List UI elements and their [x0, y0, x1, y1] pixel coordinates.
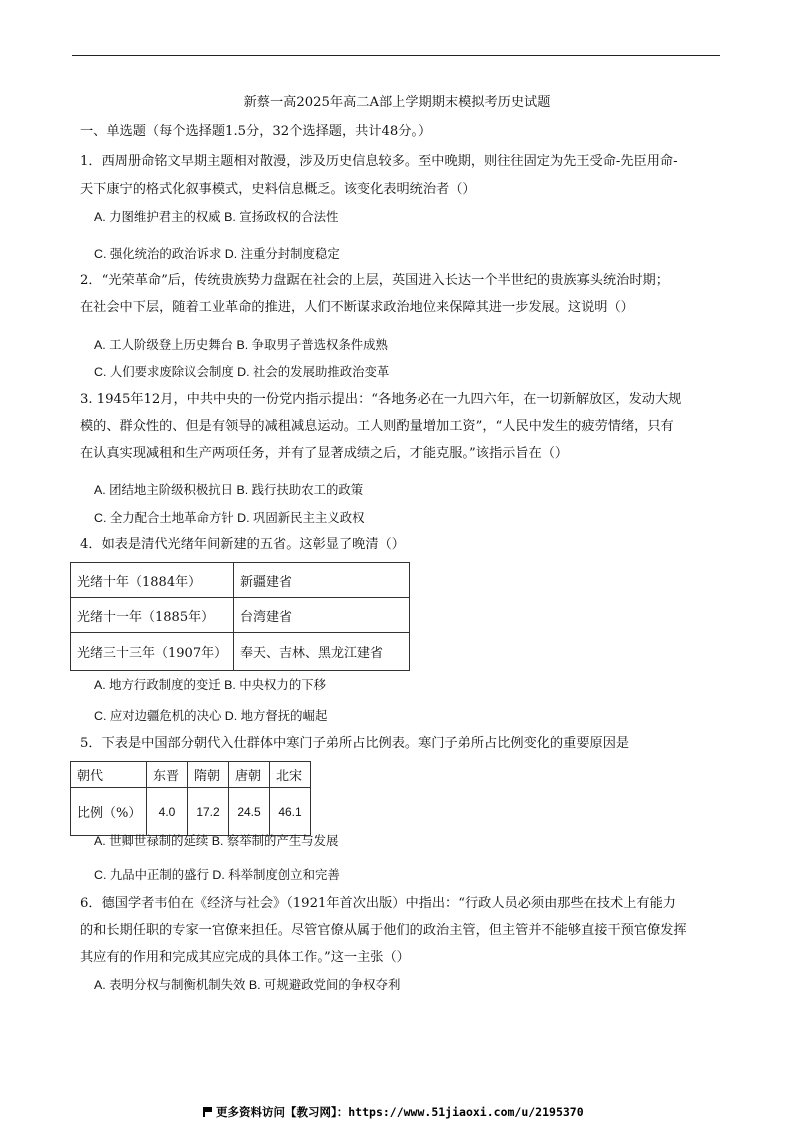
table-cell: 光绪十一年（1885年）	[71, 598, 234, 633]
q5-ratio-table	[70, 761, 311, 836]
table-row	[71, 788, 311, 836]
footer-text: 更多资料访问【教习网】：https://www.51jiaoxi.com/u/2195370	[216, 1105, 584, 1119]
table-cell: 光绪三十三年（1907年）	[71, 633, 234, 671]
table-row	[71, 633, 410, 671]
table-cell: 4.0	[147, 788, 188, 836]
q6-options-ab: A. 表明分权与制衡机制失效 B. 可规避政党间的争权夺利	[94, 978, 401, 992]
table-cell: 新疆建省	[234, 563, 410, 598]
table-header-cell: 北宋	[270, 762, 311, 788]
q3-stem-line-1: 3. 1945年12月，中共中央的一份党内指示提出：“各地务必在一九四六年，在一切新解放区，发动大规	[80, 392, 682, 407]
table-header-cell: 隋朝	[188, 762, 229, 788]
header-rule	[72, 55, 720, 56]
q4-provinces-table	[70, 562, 410, 671]
table-header-cell: 朝代	[71, 762, 147, 788]
q4-stem: 4．如表是清代光绪年间新建的五省。这彰显了晚清（）	[80, 537, 405, 552]
table-cell: 46.1	[270, 788, 311, 836]
q6-stem-line-1: 6．德国学者韦伯在《经济与社会》（1921年首次出版）中指出：“行政人员必须由那些在技术上有能力	[80, 896, 676, 911]
q3-options-ab: A. 团结地主阶级积极抗日 B. 践行扶助农工的政策	[94, 483, 364, 497]
q1-options-cd: C. 强化统治的政治诉求 D. 注重分封制度稳定	[94, 247, 340, 261]
q2-options-ab: A. 工人阶级登上历史舞台 B. 争取男子普选权条件成熟	[94, 338, 388, 352]
q2-options-cd: C. 人们要求废除议会制度 D. 社会的发展助推政治变革	[94, 365, 390, 379]
q5-options-cd: C. 九品中正制的盛行 D. 科举制度创立和完善	[94, 868, 340, 882]
table-cell: 24.5	[229, 788, 270, 836]
table-cell: 奉天、吉林、黑龙江建省	[234, 633, 410, 671]
table-row-label: 比例（%）	[71, 788, 147, 836]
q1-options-ab: A. 力图维护君主的权威 B. 宣扬政权的合法性	[94, 210, 339, 224]
exam-title: 新蔡一高2025年高二A部上学期期末模拟考历史试题	[243, 95, 551, 110]
q2-stem-line-2: 在社会中下层，随着工业革命的推进，人们不断谋求政治地位来保障其进一步发展。这说明（）	[80, 300, 634, 315]
table-cell: 17.2	[188, 788, 229, 836]
q6-stem-line-2: 的和长期任职的专家一官僚来担任。尽管官僚从属于他们的政治主管，但主管并不能够直接干预官僚发挥	[80, 923, 687, 938]
table-cell: 光绪十年（1884年）	[71, 563, 234, 598]
table-cell: 台湾建省	[234, 598, 410, 633]
table-header-cell: 唐朝	[229, 762, 270, 788]
q4-options-cd: C. 应对边疆危机的决心 D. 地方督抚的崛起	[94, 709, 328, 723]
q4-options-ab: A. 地方行政制度的变迁 B. 中央权力的下移	[94, 678, 326, 692]
q3-options-cd: C. 全力配合土地革命方针 D. 巩固新民主主义政权	[94, 511, 365, 525]
q3-stem-line-2: 模的、群众性的、但是有领导的减租减息运动。工人则酌量增加工资”，“人民中发生的疲劳情绪，只有	[80, 419, 674, 434]
flag-icon	[203, 1107, 212, 1117]
table-row	[71, 598, 410, 633]
q3-stem-line-3: 在认真实现减租和生产两项任务，并有了显著成绩之后，才能克服。”该指示旨在（）	[80, 446, 569, 461]
q1-stem-line-1: 1．西周册命铭文早期主题相对散漫，涉及历史信息较多。至中晚期，则往往固定为先王受命-先臣用命-	[80, 154, 678, 169]
footer-link[interactable]	[203, 1105, 584, 1119]
q6-stem-line-3: 其应有的作用和完成其应完成的具体工作。”这一主张（）	[80, 950, 410, 965]
table-header-cell: 东晋	[147, 762, 188, 788]
table-row	[71, 563, 410, 598]
q2-stem-line-1: 2．“光荣革命”后，传统贵族势力盘踞在社会的上层，英国进入长达一个半世纪的贵族寡头统治时期；	[80, 273, 669, 288]
q5-options-ab: A. 世卿世禄制的延续 B. 察举制的产生与发展	[94, 834, 339, 848]
section-heading: 一、单选题（每个选择题1.5分，32个选择题，共计48分。）	[80, 124, 432, 139]
q1-stem-line-2: 天下康宁的格式化叙事模式，史料信息概乏。该变化表明统治者（）	[80, 182, 476, 197]
q5-stem: 5．下表是中国部分朝代入仕群体中寒门子弟所占比例表。寒门子弟所占比例变化的重要原因是	[80, 736, 630, 751]
table-row	[71, 762, 311, 788]
